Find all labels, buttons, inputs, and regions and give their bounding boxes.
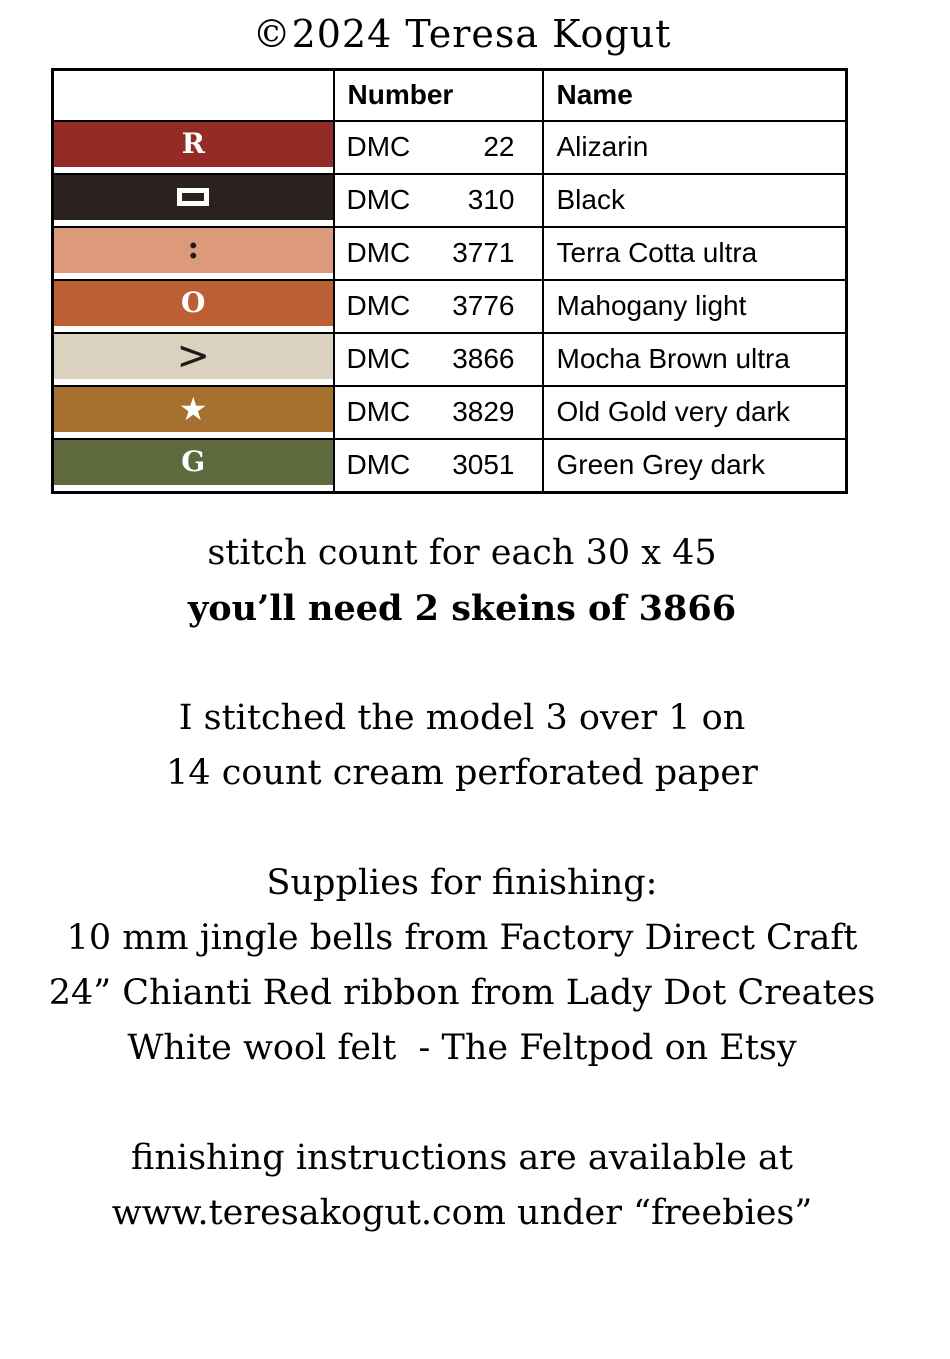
name-column-header: Name [543,70,847,121]
table-row [53,333,847,386]
color-swatch [54,228,333,273]
letter-symbol: G [181,445,206,478]
table-row [53,439,847,493]
supplies-item-3: White wool felt - The Feltpod on Etsy [127,1027,797,1068]
chevron-symbol: > [176,333,210,379]
dmc-number: 310 [467,184,515,215]
dmc-number: 3771 [452,237,515,268]
brand-label: DMC [346,396,411,427]
symbol-cell [53,439,334,493]
dmc-number: 3829 [452,396,515,427]
number-cell [334,333,543,386]
number-cell [334,280,543,333]
page-title: ©2024 Teresa Kogut [252,12,672,56]
dmc-number: 3776 [452,290,515,321]
number-cell [334,386,543,439]
symbol-cell [53,333,334,386]
table-row [53,174,847,227]
symbol-column-header [53,70,334,121]
color-name: Mahogany light [543,280,847,333]
color-name: Green Grey dark [543,439,847,493]
number-cell [334,439,543,493]
symbol-cell [53,280,334,333]
color-swatch [54,387,333,432]
color-swatch [54,175,333,220]
supplies-item-1: 10 mm jingle bells from Factory Direct Craft [66,917,858,958]
symbol-cell [53,121,334,174]
brand-label: DMC [346,290,411,321]
floss-legend-table [51,68,848,494]
number-cell [334,227,543,280]
stitch-count-line: stitch count for each 30 x 45 [207,532,717,573]
dmc-number: 22 [483,131,515,162]
finishing-line-2: www.teresakogut.com under “freebies” [111,1192,813,1233]
symbol-cell [53,174,334,227]
number-column-header: Number [334,70,543,121]
brand-label: DMC [346,131,411,162]
finishing-line-1: finishing instructions are available at [130,1137,793,1178]
table-row [53,386,847,439]
color-name: Terra Cotta ultra [543,227,847,280]
supplies-note [0,856,924,1076]
table-row [53,280,847,333]
table-row [53,121,847,174]
colon-symbol: : [187,228,200,266]
letter-symbol: O [181,286,206,319]
notes-section [0,526,924,1241]
color-swatch [54,440,333,485]
brand-label: DMC [346,237,411,268]
brand-label: DMC [346,343,411,374]
color-swatch [54,334,333,379]
symbol-cell [53,227,334,280]
supplies-title: Supplies for finishing: [266,862,658,903]
color-name: Black [543,174,847,227]
skeins-needed-line: you’ll need 2 skeins of 3866 [187,587,737,629]
number-cell [334,174,543,227]
brand-label: DMC [346,184,411,215]
star-icon: ★ [178,391,208,427]
color-name: Alizarin [543,121,847,174]
model-line-1: I stitched the model 3 over 1 on [178,697,746,738]
model-line-2: 14 count cream perforated paper [166,752,758,793]
color-swatch [54,281,333,326]
color-name: Mocha Brown ultra [543,333,847,386]
model-note [0,691,924,801]
table-header-row [53,70,847,121]
brand-label: DMC [346,449,411,480]
color-name: Old Gold very dark [543,386,847,439]
dmc-number: 3866 [452,343,515,374]
letter-symbol: R [181,127,205,160]
symbol-cell [53,386,334,439]
finishing-note [0,1131,924,1241]
rectangle-symbol-icon [177,188,209,206]
stitch-count-note [0,526,924,636]
color-swatch [54,122,333,167]
number-cell [334,121,543,174]
dmc-number: 3051 [452,449,515,480]
supplies-item-2: 24” Chianti Red ribbon from Lady Dot Creates [48,972,876,1013]
table-row [53,227,847,280]
